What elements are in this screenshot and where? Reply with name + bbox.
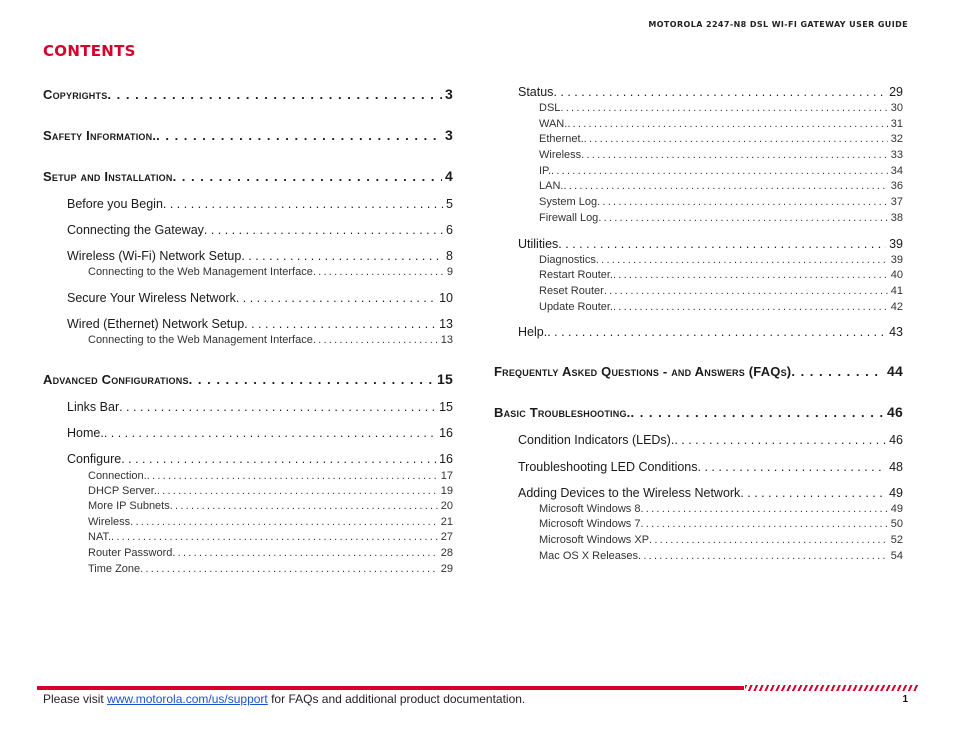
toc-dot-leader — [584, 133, 888, 145]
toc-entry-label: Configure — [67, 452, 122, 466]
toc-entry[interactable] — [518, 433, 903, 449]
toc-dot-leader — [649, 534, 888, 546]
contents-heading: CONTENTS — [43, 42, 136, 60]
toc-entry[interactable] — [539, 518, 903, 532]
toc-entry-page: 29 — [440, 563, 453, 575]
toc-dot-leader — [740, 486, 886, 500]
toc-entry[interactable] — [539, 269, 903, 283]
toc-entry-label: Help. — [518, 325, 548, 339]
toc-entry-label: Advanced Configurations — [43, 372, 189, 387]
toc-entry[interactable] — [67, 249, 453, 265]
guide-title: MOTOROLA 2247-N8 DSL WI-FI GATEWAY USER GUIDE — [648, 20, 908, 29]
toc-entry-label: Wireless (Wi-Fi) Network Setup — [67, 249, 242, 263]
toc-dot-leader — [613, 301, 888, 313]
toc-entry-page: 10 — [439, 291, 453, 305]
toc-entry[interactable] — [539, 254, 903, 268]
toc-entry-page: 44 — [887, 363, 903, 379]
toc-entry-page: 40 — [890, 269, 903, 281]
toc-dot-leader — [597, 196, 888, 208]
toc-dot-leader — [581, 149, 888, 161]
toc-entry-page: 32 — [890, 133, 903, 145]
footer-hatch-decoration — [745, 685, 919, 691]
toc-entry-page: 48 — [889, 460, 903, 474]
toc-entry-label: NAT. — [88, 531, 112, 543]
toc-dot-leader — [204, 223, 443, 237]
toc-entry[interactable] — [539, 503, 903, 517]
toc-entry-label: Router Password — [88, 547, 173, 559]
footer-rule — [37, 686, 744, 690]
toc-entry-page: 42 — [890, 301, 903, 313]
toc-entry[interactable] — [88, 266, 453, 280]
toc-dot-leader — [119, 400, 436, 414]
toc-entry-label: Connection. — [88, 470, 147, 482]
toc-entry-page: 28 — [440, 547, 453, 559]
toc-entry[interactable] — [518, 325, 903, 341]
toc-dot-leader — [111, 531, 438, 543]
toc-dot-leader — [551, 165, 888, 177]
toc-entry-label: IP. — [539, 165, 552, 177]
toc-dot-leader — [674, 433, 886, 447]
toc-entry-page: 43 — [889, 325, 903, 339]
toc-entry-page: 36 — [890, 180, 903, 192]
toc-entry[interactable] — [539, 149, 903, 163]
toc-dot-leader — [244, 317, 436, 331]
toc-entry-label: Diagnostics — [539, 254, 596, 266]
toc-entry[interactable] — [539, 180, 903, 194]
toc-entry-page: 21 — [440, 516, 453, 528]
toc-dot-leader — [598, 212, 887, 224]
footer-prefix: Please visit — [43, 692, 108, 706]
toc-entry[interactable] — [67, 452, 453, 468]
toc-dot-leader — [313, 266, 444, 278]
toc-entry[interactable] — [67, 317, 453, 333]
footer-text — [43, 692, 525, 706]
toc-entry-label: Ethernet. — [539, 133, 584, 145]
toc-entry-page: 17 — [440, 470, 453, 482]
toc-entry-page: 16 — [439, 426, 453, 440]
support-link[interactable]: www.motorola.com/us/support — [107, 692, 268, 706]
toc-entry[interactable] — [88, 563, 453, 577]
toc-entry-label: Utilities — [518, 237, 559, 251]
toc-entry-page: 46 — [889, 433, 903, 447]
toc-entry-page: 4 — [445, 168, 453, 184]
toc-entry-page: 52 — [890, 534, 903, 546]
toc-entry-page: 39 — [889, 237, 903, 251]
toc-entry-page: 39 — [890, 254, 903, 266]
toc-entry[interactable] — [494, 363, 903, 381]
toc-entry[interactable] — [43, 86, 453, 104]
toc-dot-leader — [107, 87, 442, 102]
toc-entry[interactable] — [539, 118, 903, 132]
toc-dot-leader — [640, 503, 887, 515]
toc-entry-page: 27 — [440, 531, 453, 543]
toc-dot-leader — [613, 269, 888, 281]
toc-entry-label: System Log — [539, 196, 598, 208]
toc-dot-leader — [157, 485, 438, 497]
toc-entry[interactable] — [518, 237, 903, 253]
toc-entry-page: 13 — [439, 317, 453, 331]
toc-dot-leader — [558, 237, 886, 251]
toc-entry[interactable] — [539, 285, 903, 299]
toc-entry-label: Wireless — [88, 516, 131, 528]
toc-dot-leader — [567, 118, 887, 130]
toc-entry[interactable] — [88, 547, 453, 561]
toc-dot-leader — [604, 285, 888, 297]
toc-entry-label: Connecting to the Web Management Interface — [88, 266, 313, 278]
toc-dot-leader — [140, 563, 438, 575]
toc-entry-label: LAN. — [539, 180, 564, 192]
toc-entry-label: Setup and Installation — [43, 169, 173, 184]
toc-entry-label: Reset Router — [539, 285, 604, 297]
toc-entry-label: Home. — [67, 426, 104, 440]
toc-entry[interactable] — [494, 404, 903, 422]
toc-entry[interactable] — [67, 223, 453, 239]
toc-dot-leader — [189, 372, 434, 387]
toc-dot-leader — [638, 550, 888, 562]
toc-entry-page: 29 — [889, 85, 903, 99]
toc-entry-page: 33 — [890, 149, 903, 161]
toc-entry-page: 49 — [890, 503, 903, 515]
toc-entry[interactable] — [518, 85, 903, 101]
toc-entry-page: 16 — [439, 452, 453, 466]
toc-entry-page: 6 — [446, 223, 453, 237]
toc-entry[interactable] — [67, 197, 453, 213]
toc-entry[interactable] — [539, 196, 903, 210]
toc-dot-leader — [156, 128, 442, 143]
toc-dot-leader — [104, 426, 436, 440]
toc-entry[interactable] — [539, 534, 903, 548]
toc-entry-page: 20 — [440, 500, 453, 512]
toc-entry-label: Connecting the Gateway — [67, 223, 204, 237]
toc-dot-leader — [130, 516, 438, 528]
toc-entry-page: 19 — [440, 485, 453, 497]
toc-entry-label: Firewall Log — [539, 212, 599, 224]
toc-dot-leader — [236, 291, 436, 305]
toc-entry-page: 50 — [890, 518, 903, 530]
toc-entry[interactable] — [67, 426, 453, 442]
footer-suffix: for FAQs and additional product documentation. — [267, 692, 526, 706]
toc-dot-leader — [147, 470, 438, 482]
toc-entry-label: Time Zone — [88, 563, 141, 575]
toc-entry[interactable] — [88, 485, 453, 499]
toc-entry-label: Wired (Ethernet) Network Setup — [67, 317, 245, 331]
toc-entry-page: 9 — [446, 266, 453, 278]
toc-entry-label: Update Router. — [539, 301, 613, 313]
toc-entry-label: Frequently Asked Questions - and Answers (FAQs) — [494, 364, 792, 379]
page-number: 1 — [902, 694, 908, 705]
toc-entry-label: Mac OS X Releases — [539, 550, 639, 562]
toc-entry[interactable] — [43, 371, 453, 389]
toc-entry[interactable] — [539, 550, 903, 564]
toc-entry-label: Status — [518, 85, 554, 99]
toc-entry[interactable] — [539, 165, 903, 179]
toc-entry-label: Adding Devices to the Wireless Network — [518, 486, 741, 500]
toc-entry-page: 54 — [890, 550, 903, 562]
toc-entry[interactable] — [88, 500, 453, 514]
toc-entry-page: 30 — [890, 102, 903, 114]
toc-dot-leader — [313, 334, 438, 346]
toc-entry-label: Wireless — [539, 149, 582, 161]
toc-dot-leader — [172, 547, 437, 559]
toc-dot-leader — [630, 405, 884, 420]
toc-entry-page: 34 — [890, 165, 903, 177]
toc-dot-leader — [163, 197, 443, 211]
toc-entry-page: 3 — [445, 127, 453, 143]
toc-dot-leader — [173, 169, 442, 184]
toc-entry[interactable] — [88, 334, 453, 348]
toc-entry[interactable] — [518, 486, 903, 502]
toc-entry[interactable] — [539, 133, 903, 147]
toc-entry[interactable] — [67, 400, 453, 416]
toc-dot-leader — [563, 180, 887, 192]
toc-entry[interactable] — [43, 168, 453, 186]
toc-entry[interactable] — [43, 127, 453, 145]
toc-entry-page: 49 — [889, 486, 903, 500]
toc-entry-label: Restart Router. — [539, 269, 613, 281]
toc-entry-label: Troubleshooting LED Conditions — [518, 460, 698, 474]
toc-entry-label: Microsoft Windows 8 — [539, 503, 641, 515]
toc-entry-label: Before you Begin — [67, 197, 163, 211]
toc-dot-leader — [241, 249, 443, 263]
toc-entry-label: Microsoft Windows 7 — [539, 518, 641, 530]
toc-dot-leader — [791, 364, 884, 379]
toc-entry-label: Connecting to the Web Management Interface — [88, 334, 313, 346]
toc-dot-leader — [170, 500, 438, 512]
toc-entry-page: 8 — [446, 249, 453, 263]
toc-entry-page: 46 — [887, 404, 903, 420]
toc-dot-leader — [121, 452, 436, 466]
toc-entry-label: Copyrights — [43, 87, 108, 102]
toc-dot-leader — [560, 102, 887, 114]
toc-dot-leader — [547, 325, 886, 339]
toc-dot-leader — [553, 85, 886, 99]
toc-entry-page: 37 — [890, 196, 903, 208]
toc-entry-label: Safety Information. — [43, 128, 157, 143]
toc-entry-page: 3 — [445, 86, 453, 102]
toc-entry-label: WAN. — [539, 118, 568, 130]
toc-entry[interactable] — [539, 102, 903, 116]
toc-entry[interactable] — [539, 301, 903, 315]
toc-entry-label: Secure Your Wireless Network — [67, 291, 236, 305]
toc-entry[interactable] — [88, 470, 453, 484]
toc-entry-label: Condition Indicators (LEDs). — [518, 433, 675, 447]
toc-entry-page: 5 — [446, 197, 453, 211]
toc-dot-leader — [596, 254, 888, 266]
toc-entry[interactable] — [518, 460, 903, 476]
toc-entry[interactable] — [88, 531, 453, 545]
toc-entry-label: Microsoft Windows XP — [539, 534, 650, 546]
toc-entry-page: 13 — [440, 334, 453, 346]
toc-entry-label: DSL — [539, 102, 561, 114]
toc-dot-leader — [698, 460, 887, 474]
toc-entry-page: 41 — [890, 285, 903, 297]
toc-entry-page: 15 — [439, 400, 453, 414]
toc-entry[interactable] — [539, 212, 903, 226]
toc-entry-label: More IP Subnets — [88, 500, 170, 512]
toc-entry[interactable] — [67, 291, 453, 307]
toc-entry-label: Basic Troubleshooting. — [494, 405, 631, 420]
toc-entry-label: Links Bar — [67, 400, 120, 414]
toc-entry-page: 15 — [437, 371, 453, 387]
toc-entry-page: 31 — [890, 118, 903, 130]
toc-dot-leader — [640, 518, 887, 530]
toc-entry[interactable] — [88, 516, 453, 530]
toc-entry-label: DHCP Server. — [88, 485, 157, 497]
toc-entry-page: 38 — [890, 212, 903, 224]
